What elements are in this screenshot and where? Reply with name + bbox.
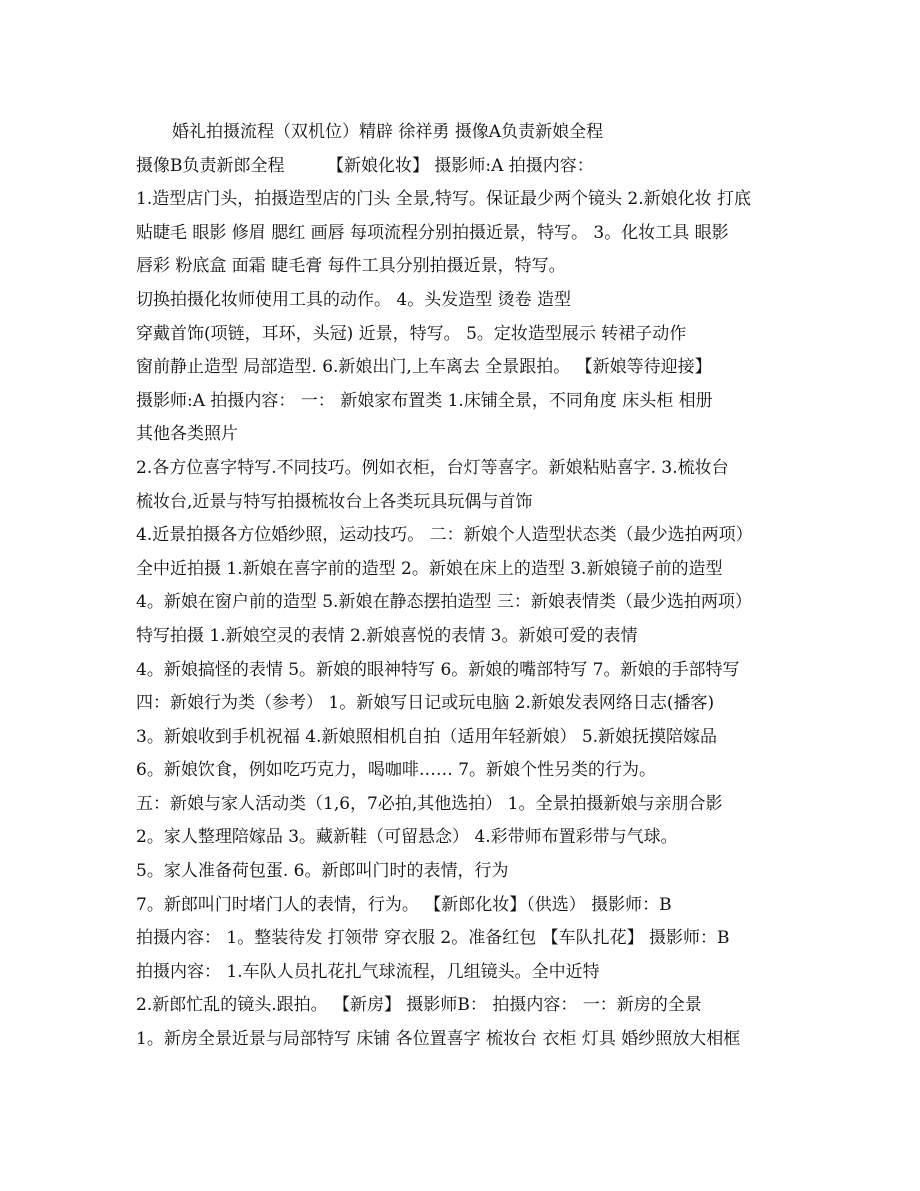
- text-line: 拍摄内容： 1。整装待发 打领带 穿衣服 2。准备红包 【车队扎花】 摄影师：B: [136, 928, 730, 949]
- text-line: 贴睫毛 眼影 修眉 腮红 画唇 每项流程分别拍摄近景，特写。 3。化妆工具 眼影: [136, 222, 729, 243]
- document-body: [136, 116, 796, 1057]
- text-line: 梳妆台,近景与特写拍摄梳妆台上各类玩具玩偶与首饰: [136, 491, 533, 512]
- text-line: 4。新娘在窗户前的造型 5.新娘在静态摆拍造型 三：新娘表情类（最少选拍两项）: [136, 592, 752, 613]
- text-line: 切换拍摄化妆师使用工具的动作。 4。头发造型 烫卷 造型: [136, 289, 572, 310]
- text-line: 穿戴首饰(项链，耳环，头冠) 近景，特写。 5。定妆造型展示 转裙子动作: [136, 323, 687, 344]
- text-line: 6。新娘饮食，例如吃巧克力，喝咖啡…… 7。新娘个性另类的行为。: [136, 760, 657, 781]
- text-line: 四：新娘行为类（参考） 1。新娘写日记或玩电脑 2.新娘发表网络日志(播客): [136, 693, 715, 714]
- document-title-line: 婚礼拍摄流程（双机位）精辟 徐祥勇 摄像A负责新娘全程: [172, 122, 604, 142]
- text-line: 其他各类照片: [136, 424, 238, 445]
- text-line: 4.近景拍摄各方位婚纱照，运动技巧。 二：新娘个人造型状态类（最少选拍两项）: [136, 525, 753, 546]
- text-line: 全中近拍摄 1.新娘在喜字前的造型 2。新娘在床上的造型 3.新娘镜子前的造型: [136, 558, 723, 579]
- text-line: 3。新娘收到手机祝福 4.新娘照相机自拍（适用年轻新娘） 5.新娘抚摸陪嫁品: [136, 726, 718, 747]
- text-line: 五：新娘与家人活动类（1,6，7必拍,其他选拍） 1。全景拍摄新娘与亲朋合影: [136, 793, 723, 814]
- text-line: 2.各方位喜字特写.不同技巧。例如衣柜，台灯等喜字。新娘粘贴喜字. 3.梳妆台: [136, 457, 729, 478]
- text-line: 2.新郎忙乱的镜头.跟拍。 【新房】 摄影师B： 拍摄内容： 一：新房的全景: [136, 995, 702, 1016]
- text-line: 2。家人整理陪嫁品 3。藏新鞋（可留悬念） 4.彩带师布置彩带与气球。: [136, 827, 678, 848]
- text-line: 唇彩 粉底盒 面霜 睫毛膏 每件工具分别拍摄近景，特写。: [136, 256, 566, 277]
- text-line: 5。家人准备荷包蛋. 6。新郎叫门时的表情，行为: [136, 861, 509, 882]
- text-line: 4。新娘搞怪的表情 5。新娘的眼神特写 6。新娘的嘴部特写 7。新娘的手部特写: [136, 659, 740, 680]
- text-line: 拍摄内容： 1.车队人员扎花扎气球流程，几组镜头。全中近特: [136, 961, 600, 982]
- text-line: 1。新房全景近景与局部特写 床铺 各位置喜字 梳妆台 衣柜 灯具 婚纱照放大相框: [136, 1029, 741, 1050]
- text-line: 1.造型店门头，拍摄造型店的门头 全景,特写。保证最少两个镜头 2.新娘化妆 打底: [136, 189, 752, 210]
- text-line: 摄像B负责新郎全程 【新娘化妆】 摄影师:A 拍摄内容：: [136, 155, 594, 176]
- text-line: 窗前静止造型 局部造型. 6.新娘出门,上车离去 全景跟拍。 【新娘等待迎接】: [136, 357, 712, 378]
- text-line: 7。新郎叫门时堵门人的表情，行为。 【新郎化妆】（供选） 摄影师：B: [136, 894, 672, 915]
- text-line: 特写拍摄 1.新娘空灵的表情 2.新娘喜悦的表情 3。新娘可爱的表情: [136, 625, 638, 646]
- text-line: 摄影师:A 拍摄内容： 一： 新娘家布置类 1.床铺全景，不同角度 床头柜 相册: [136, 390, 713, 411]
